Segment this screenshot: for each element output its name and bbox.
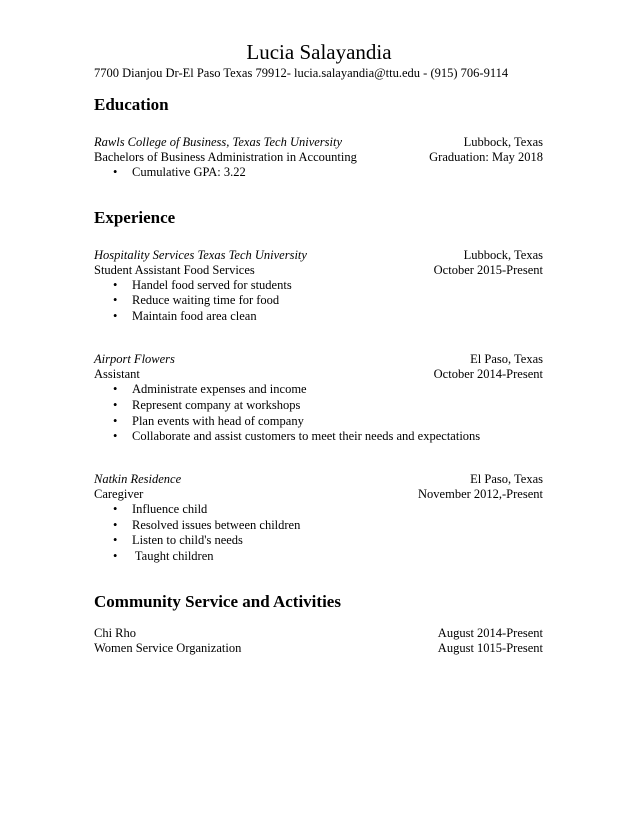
bullet-marker: • — [113, 502, 118, 516]
job-org: Airport Flowers — [94, 352, 175, 366]
bullet-marker: • — [113, 414, 118, 428]
job-bullet: Influence child — [132, 502, 208, 516]
job-title: Assistant — [94, 367, 140, 381]
job-bullet: Reduce waiting time for food — [132, 293, 280, 307]
contact-line: 7700 Dianjou Dr-El Paso Texas 79912- lucia.salayandia@ttu.edu - (915) 706-9114 — [94, 66, 509, 80]
community-item-name: Chi Rho — [94, 626, 137, 640]
community-item-dates: August 2014-Present — [437, 626, 543, 640]
job-bullet: Taught children — [132, 549, 214, 563]
bullet-marker: • — [113, 533, 118, 547]
education-location: Lubbock, Texas — [463, 135, 543, 149]
education-school: Rawls College of Business, Texas Tech University — [94, 135, 343, 149]
job-location: El Paso, Texas — [470, 352, 543, 366]
community-item-name: Women Service Organization — [94, 641, 242, 655]
job-bullet: Listen to child's needs — [132, 533, 243, 547]
job-dates: October 2015-Present — [433, 263, 543, 277]
education-graduation: Graduation: May 2018 — [429, 150, 543, 164]
community-heading: Community Service and Activities — [94, 592, 341, 611]
bullet-marker: • — [113, 398, 118, 412]
experience-heading: Experience — [94, 208, 176, 227]
bullet-marker: • — [113, 309, 118, 323]
job-dates: November 2012,-Present — [418, 487, 543, 501]
bullet-marker: • — [113, 278, 118, 292]
education-bullet: Cumulative GPA: 3.22 — [132, 165, 246, 179]
job-bullet: Administrate expenses and income — [132, 382, 307, 396]
education-heading: Education — [94, 95, 169, 114]
job-org: Natkin Residence — [94, 472, 182, 486]
job-org: Hospitality Services Texas Tech University — [94, 248, 307, 262]
candidate-name: Lucia Salayandia — [246, 40, 392, 64]
job-title: Student Assistant Food Services — [94, 263, 255, 277]
job-bullet: Represent company at workshops — [132, 398, 301, 412]
job-location: El Paso, Texas — [470, 472, 543, 486]
job-bullet: Collaborate and assist customers to meet their needs and expectations — [132, 429, 481, 443]
job-bullet: Plan events with head of company — [132, 414, 304, 428]
bullet-marker: • — [113, 382, 118, 396]
bullet-marker: • — [113, 549, 118, 563]
job-title: Caregiver — [94, 487, 144, 501]
job-location: Lubbock, Texas — [463, 248, 543, 262]
community-item-dates: August 1015-Present — [437, 641, 543, 655]
job-bullet: Maintain food area clean — [132, 309, 257, 323]
bullet-marker: • — [113, 293, 118, 307]
job-bullet: Handel food served for students — [132, 278, 292, 292]
bullet-marker: • — [113, 429, 118, 443]
bullet-marker: • — [113, 518, 118, 532]
education-degree: Bachelors of Business Administration in Accounting — [94, 150, 357, 164]
bullet-marker: • — [113, 165, 118, 179]
job-bullet: Resolved issues between children — [132, 518, 301, 532]
job-dates: October 2014-Present — [433, 367, 543, 381]
